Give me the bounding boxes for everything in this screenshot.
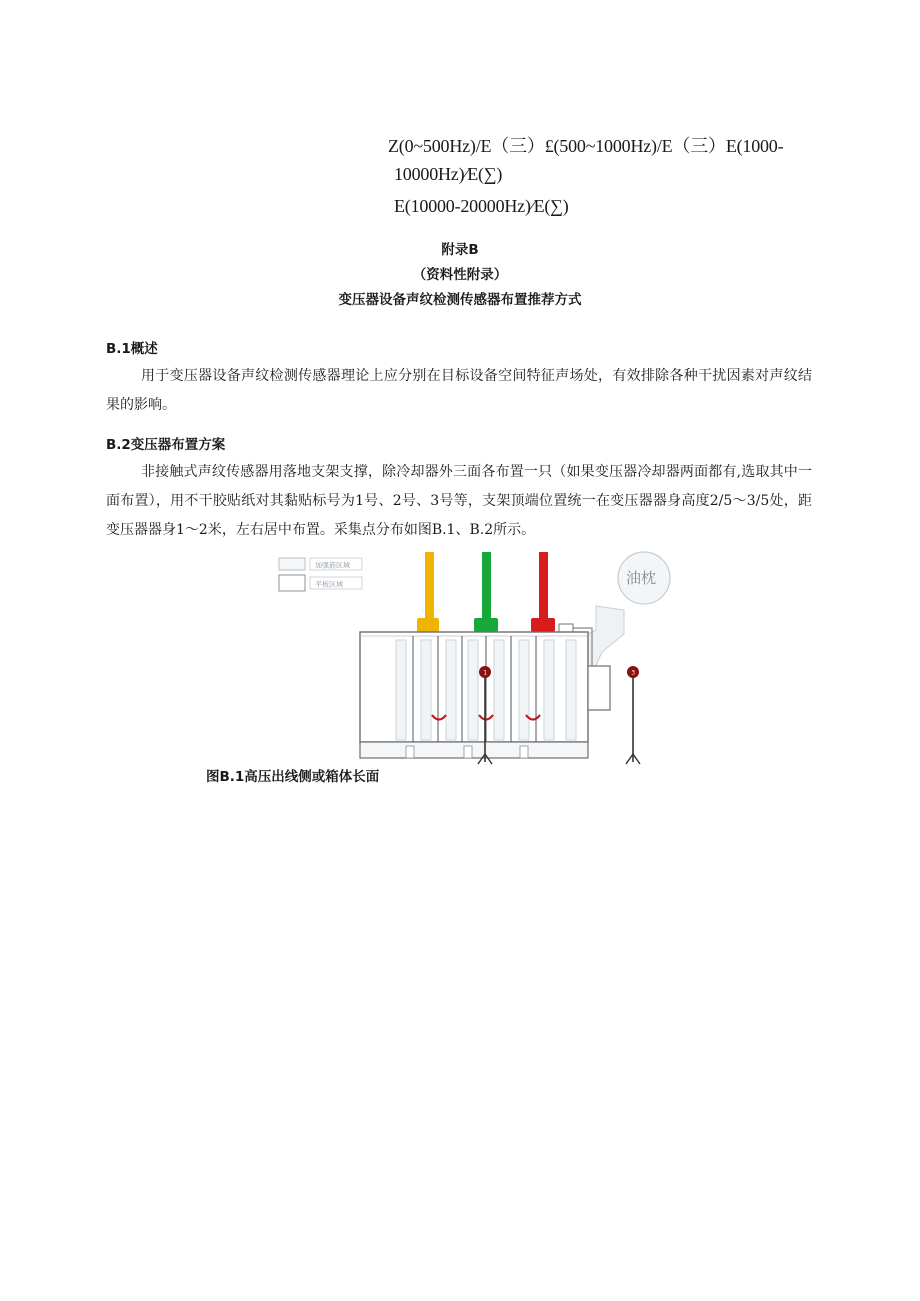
sensor-3 xyxy=(626,666,640,764)
transformer-tank xyxy=(360,632,588,758)
appendix-title: 附录B xyxy=(441,242,479,258)
section-b2-text: 非接触式声纹传感器用落地支架支撑，除冷却器外三面各布置一只（如果变压器冷却器两面都有,选取其中一面布置），用不干胶贴纸对其黏贴标号为1号、2号、3号等，支架顶端位置统一在变压器器身高度2/5～3/5处，距变压器器身1～2米，左右居中布置。采集点分布如图B.1、B.2所示。 xyxy=(106,464,812,538)
rib xyxy=(519,640,529,740)
legend-swatch-flat xyxy=(279,575,305,591)
section-b1-text: 用于变压器设备声纹检测传感器理论上应分别在目标设备空间特征声场处，有效排除各种干扰因素对声纹结果的影响。 xyxy=(106,368,812,413)
appendix-subtitle: （资料性附录） xyxy=(412,267,508,283)
section-b1-heading: B.1概述 xyxy=(106,341,158,357)
conservator-label: 油枕 xyxy=(626,569,657,587)
legend-label-flat: 平板区域 xyxy=(315,580,343,589)
figure-caption: 图B.1高压出线侧或箱体长面 xyxy=(206,769,380,785)
sensor-3-leg-left xyxy=(626,754,633,764)
base-foot xyxy=(406,746,414,758)
rib xyxy=(396,640,406,740)
transformer-sensor-layout-figure xyxy=(276,548,676,768)
rib xyxy=(544,640,554,740)
base-foot xyxy=(464,746,472,758)
conservator xyxy=(576,552,670,670)
figure-legend xyxy=(279,558,362,591)
rib xyxy=(446,640,456,740)
bushing-red xyxy=(539,552,548,622)
bushings xyxy=(417,552,555,632)
bushing-yellow xyxy=(425,552,434,622)
formula-line-3: E(10000-20000Hz)⁄E(∑) xyxy=(394,196,569,216)
bushing-red-cap xyxy=(531,618,555,632)
appendix-name: 变压器设备声纹检测传感器布置推荐方式 xyxy=(338,292,582,308)
sensor-1-label: 1 xyxy=(483,669,488,677)
formula-line-2: 10000Hz)⁄E(∑) xyxy=(394,164,503,184)
rib xyxy=(566,640,576,740)
bushing-green xyxy=(482,552,491,622)
base-foot xyxy=(520,746,528,758)
legend-label-rib: 加强筋区域 xyxy=(315,561,350,570)
tank-base xyxy=(360,742,588,758)
sensor-3-label: 3 xyxy=(631,669,636,677)
section-b2-heading: B.2变压器布置方案 xyxy=(106,437,226,453)
cabinet-box xyxy=(588,666,610,710)
formula-line-1: Z(0~500Hz)/E（三）£(500~1000Hz)/E（三）E(1000- xyxy=(388,136,784,156)
bushing-yellow-cap xyxy=(417,618,439,632)
rib xyxy=(421,640,431,740)
rib xyxy=(468,640,478,740)
legend-swatch-rib xyxy=(279,558,305,570)
rib xyxy=(494,640,504,740)
sensor-3-leg-right xyxy=(633,754,640,764)
bushing-green-cap xyxy=(474,618,498,632)
